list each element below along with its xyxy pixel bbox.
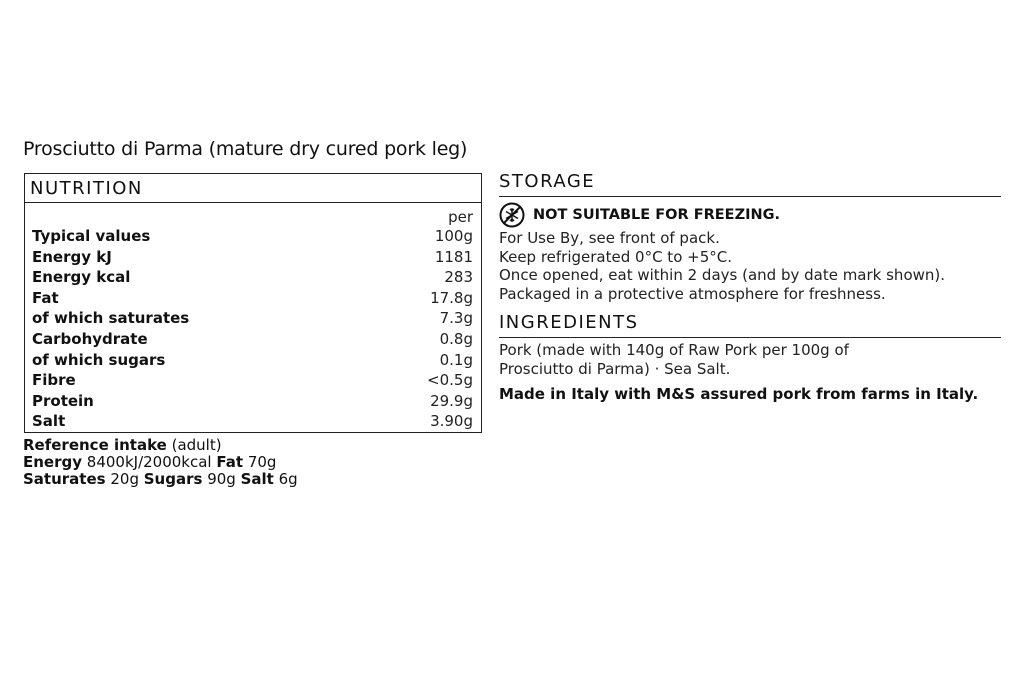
nutrition-heading: NUTRITION bbox=[25, 174, 481, 203]
ri-value: 70g bbox=[247, 453, 277, 471]
nutrient-label: Fat bbox=[32, 288, 59, 307]
nutrient-value: 3.90g bbox=[430, 412, 473, 431]
storage-line: Once opened, eat within 2 days (and by date mark shown). bbox=[499, 266, 946, 284]
no-freeze-icon bbox=[499, 202, 525, 228]
origin-statement: Made in Italy with M&S assured pork from farms in Italy. bbox=[499, 385, 979, 403]
ingredients-heading: INGREDIENTS bbox=[499, 312, 1001, 338]
freezing-warning-text: NOT SUITABLE FOR FREEZING. bbox=[533, 207, 781, 223]
nutrient-value: 0.1g bbox=[439, 350, 473, 369]
nutrient-label: Energy kJ bbox=[32, 247, 112, 266]
ri-value: 6g bbox=[278, 470, 298, 488]
nutrition-row bbox=[32, 391, 473, 412]
freezing-warning bbox=[499, 202, 780, 228]
nutrition-row bbox=[32, 329, 473, 350]
nutrition-row bbox=[32, 226, 473, 247]
reference-intake-line-2 bbox=[23, 471, 298, 488]
storage-heading: STORAGE bbox=[499, 171, 1001, 197]
nutrition-body bbox=[25, 203, 481, 432]
nutrition-row bbox=[32, 370, 473, 391]
nutrient-label: of which saturates bbox=[32, 309, 190, 328]
nutrient-value: 7.3g bbox=[439, 309, 473, 328]
reference-intake-heading: Reference intake bbox=[23, 436, 167, 454]
ri-label: Salt bbox=[240, 470, 274, 488]
nutrition-row bbox=[32, 247, 473, 268]
storage-line: For Use By, see front of pack. bbox=[499, 229, 720, 247]
nutrient-value: 0.8g bbox=[439, 329, 473, 348]
reference-intake-title bbox=[23, 437, 298, 454]
reference-intake-note: (adult) bbox=[171, 436, 222, 454]
ri-value: 8400kJ/2000kcal bbox=[86, 453, 212, 471]
ri-value: 20g bbox=[110, 470, 139, 488]
ingredients-line: Pork (made with 140g of Raw Pork per 100g of bbox=[499, 341, 849, 359]
nutrient-value: 100g bbox=[434, 227, 473, 245]
nutrient-label: Typical values bbox=[32, 227, 151, 245]
nutrient-value: <0.5g bbox=[427, 371, 473, 390]
nutrient-value: 283 bbox=[444, 268, 473, 287]
nutrition-row bbox=[32, 288, 473, 309]
reference-intake-line-1 bbox=[23, 454, 298, 471]
ingredients-lines bbox=[499, 341, 849, 378]
storage-lines bbox=[499, 229, 945, 303]
nutrient-label: Fibre bbox=[32, 371, 76, 390]
nutrient-label: of which sugars bbox=[32, 350, 166, 369]
nutrient-label: Carbohydrate bbox=[32, 329, 148, 348]
nutrition-row bbox=[32, 267, 473, 288]
nutrient-label: Salt bbox=[32, 412, 66, 431]
nutrition-row bbox=[32, 308, 473, 329]
per-label: per bbox=[448, 208, 473, 226]
product-title: Prosciutto di Parma (mature dry cured pork leg) bbox=[23, 138, 468, 160]
nutrition-row bbox=[32, 350, 473, 371]
ingredients-line: Prosciutto di Parma) · Sea Salt. bbox=[499, 359, 731, 378]
nutrient-label: Protein bbox=[32, 391, 94, 410]
reference-intake bbox=[23, 437, 298, 488]
nutrition-rows bbox=[32, 226, 473, 432]
ri-label: Saturates bbox=[23, 470, 106, 488]
storage-line: Keep refrigerated 0°C to +5°C. bbox=[499, 247, 732, 266]
ri-label: Fat bbox=[216, 453, 244, 471]
nutrient-value: 29.9g bbox=[430, 391, 473, 410]
ri-label: Sugars bbox=[143, 470, 203, 488]
storage-line: Packaged in a protective atmosphere for freshness. bbox=[499, 284, 886, 303]
ri-value: 90g bbox=[207, 470, 236, 488]
nutrient-value: 1181 bbox=[434, 247, 473, 266]
nutrient-label: Energy kcal bbox=[32, 268, 131, 287]
nutrition-row bbox=[32, 411, 473, 432]
nutrition-table bbox=[24, 173, 482, 433]
ri-label: Energy bbox=[23, 453, 83, 471]
nutrient-value: 17.8g bbox=[430, 288, 473, 307]
